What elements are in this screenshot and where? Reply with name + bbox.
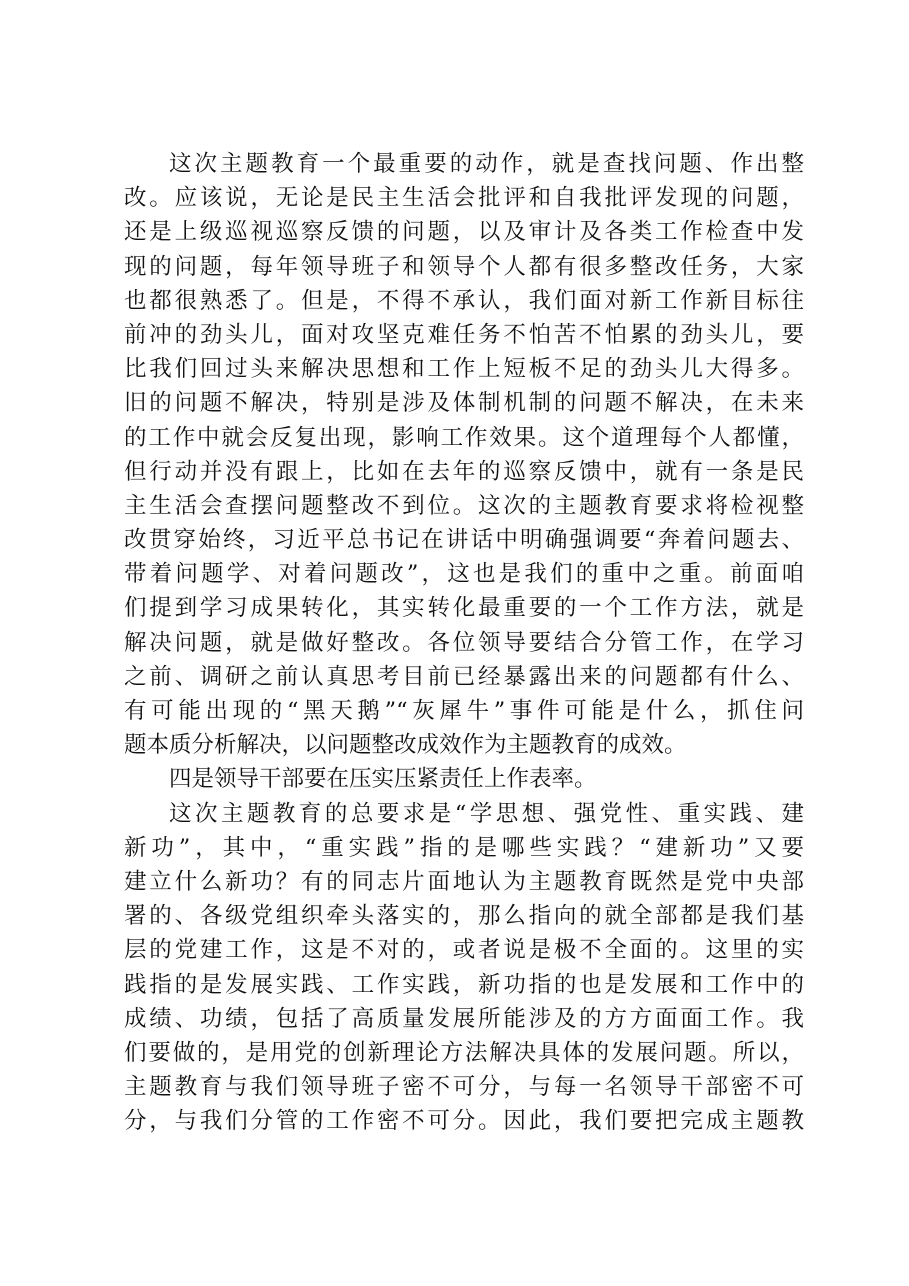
text-line: 们提到学习成果转化，其实转化最重要的一个工作方法，就是 [124,595,804,622]
text-line: 解决问题，就是做好整改。各位领导要结合分管工作，在学习 [124,629,804,656]
text-line: 但行动并没有跟上，比如在去年的巡察反馈中，就有一条是民 [124,458,804,485]
text-line: 新功”，其中，“重实践”指的是哪些实践？“建新功”又要 [124,834,804,861]
text-line: 成绩、功绩，包括了高质量发展所能涉及的方方面面工作。我 [124,1005,804,1032]
text-line: 分，与我们分管的工作密不可分。因此，我们要把完成主题教 [124,1108,804,1135]
text-line: 前冲的劲头儿，面对攻坚克难任务不怕苦不怕累的劲头儿，要 [124,321,804,348]
text-line: 这次主题教育一个最重要的动作，就是查找问题、作出整 [169,151,804,177]
text-line: 还是上级巡视巡察反馈的问题，以及审计及各类工作检查中发 [124,219,804,246]
text-line: 建立什么新功？有的同志片面地认为主题教育既然是党中央部 [124,868,804,895]
text-line: 署的、各级党组织牵头落实的，那么指向的就全部都是我们基 [124,903,804,930]
text-line: 题本质分析解决，以问题整改成效作为主题教育的成效。 [124,732,687,759]
text-line: 有可能出现的“黑天鹅”“灰犀牛”事件可能是什么，抓住问 [124,698,804,724]
text-line: 们要做的，是用党的创新理论方法解决具体的发展问题。所以， [124,1039,804,1066]
text-line: 四是领导干部要在压实压紧责任上作表率。 [169,766,597,793]
text-line: 之前、调研之前认真思考目前已经暴露出来的问题都有什么、 [124,663,804,690]
text-line: 带着问题学、对着问题改”，这也是我们的重中之重。前面咱 [124,561,804,588]
text-line: 这次主题教育的总要求是“学思想、强党性、重实践、建 [169,800,804,827]
text-line: 也都很熟悉了。但是，不得不承认，我们面对新工作新目标往 [124,287,804,314]
text-line: 现的问题，每年领导班子和领导个人都有很多整改任务，大家 [124,253,804,280]
text-line: 比我们回过头来解决思想和工作上短板不足的劲头儿大得多。 [124,356,804,383]
text-line: 的工作中就会反复出现，影响工作效果。这个道理每个人都懂， [124,424,804,451]
text-line: 践指的是发展实践、工作实践，新功指的也是发展和工作中的 [124,971,804,998]
body-text [124,147,804,1138]
text-line: 主生活会查摆问题整改不到位。这次的主题教育要求将检视整 [124,492,804,519]
text-line: 改。应该说，无论是民主生活会批评和自我批评发现的问题， [124,185,804,212]
text-line: 层的党建工作，这是不对的，或者说是极不全面的。这里的实 [124,937,804,964]
text-line: 改贯穿始终，习近平总书记在讲话中明确强调要“奔着问题去、 [124,527,804,554]
text-line: 旧的问题不解决，特别是涉及体制机制的问题不解决，在未来 [124,390,804,417]
text-line: 主题教育与我们领导班子密不可分，与每一名领导干部密不可 [124,1074,804,1101]
